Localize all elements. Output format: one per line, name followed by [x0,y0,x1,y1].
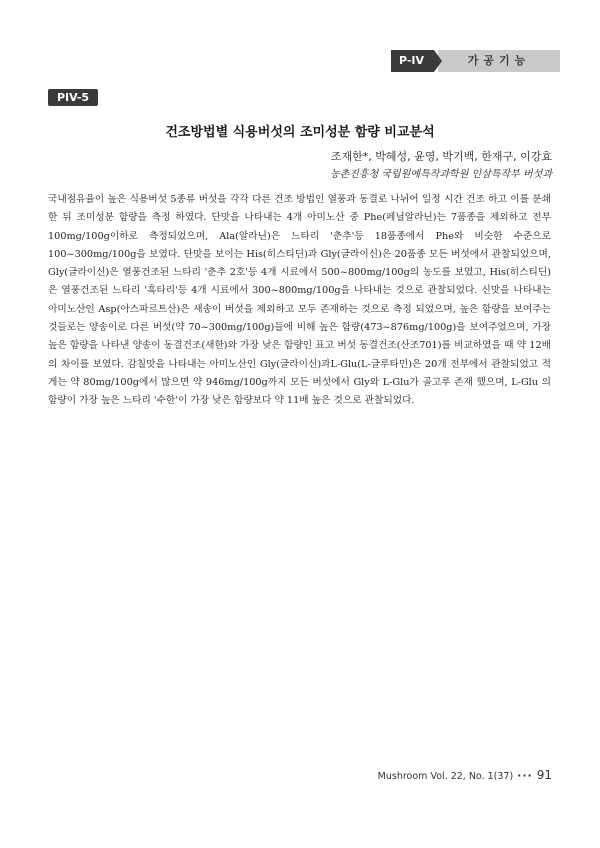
author-affiliation: 농촌진흥청 국립원예특작과학원 인삼특작부 버섯과 [329,169,552,180]
page-number: 91 [536,768,552,782]
footer-separator: ··· [517,769,533,782]
paper-title: 건조방법별 식용버섯의 조미성분 함량 비교분석 [165,125,435,140]
journal-citation: Mushroom Vol. 22, No. 1(37) [377,771,514,782]
section-name-label: 가공기능 [438,50,560,72]
paper-id-badge: PIV-5 [48,89,98,106]
author-list: 조재한*, 박혜성, 윤영, 박기백, 한재구, 이강효 [330,150,552,163]
page-footer [378,768,552,782]
section-code-label: P-IV [391,50,434,72]
section-header [391,50,560,72]
abstract-body: 국내점유율이 높은 식용버섯 5종류 버섯을 각각 다른 건조 방법인 열풍과 동결로 나뉘어 일정 시간 건조 하고 이를 분쇄한 뒤 조미성분 함량을 측정 하였다. 단맛을 나타내는 4개 아미노산 중 Phe(페닐알라닌)는 7품종을 제외하고 전부 100mg/100g이하로 측정되었으며, Ala(알라닌)은 느타리 '춘추'등 18품종에서 Phe와 비슷한 수준으로 100~300mg/100g을 보였다. 단맛을 보이는 His(히스티딘)과 Gly(글라이신)은 20품종 모든 버섯에서 관찰되었으며, Gly(글라이신)은 열풍건조된 느타리 '춘추 2호'등 4개 시료에서 500~800mg/100g의 농도를 보였고, His(히스티딘)은 열풍건조된 느타리 '흑타리'등 4개 시료에서 300~800mg/100g을 나타내는 것으로 관찰되었다. 신맛을 나타내는 아미노산인 Asp(아스파르트산)은 새송이 버섯을 제외하고 모두 존재하는 것으로 측정 되었으며, 높은 함량을 보여주는 것들로는 양송이로 다른 버섯(약 70~300mg/100g)들에 비해 높은 함량(473~876mg/100g)을 보여주었으며, 가장 높은 함량을 나타낸 양송이 동결건조(새한)와 가장 낮은 함량인 표고 버섯 동결건조(산조701)를 비교하였을 때 약 12배의 차이를 보였다. 감칠맛을 나타내는 아미노산인 Gly(글라이신)과L-Glu(L-글루타민)은 20개 전부에서 관찰되었고 적게는 약 80mg/100g에서 많으면 약 946mg/100g까지 모든 버섯에서 Gly와 L-Glu가 골고루 존재 했으며, L-Glu 의 함량이 가장 높은 느타리 '수한'이 가장 낮은 함량보다 약 11배 높은 것으로 관찰되었다. [48,194,551,407]
